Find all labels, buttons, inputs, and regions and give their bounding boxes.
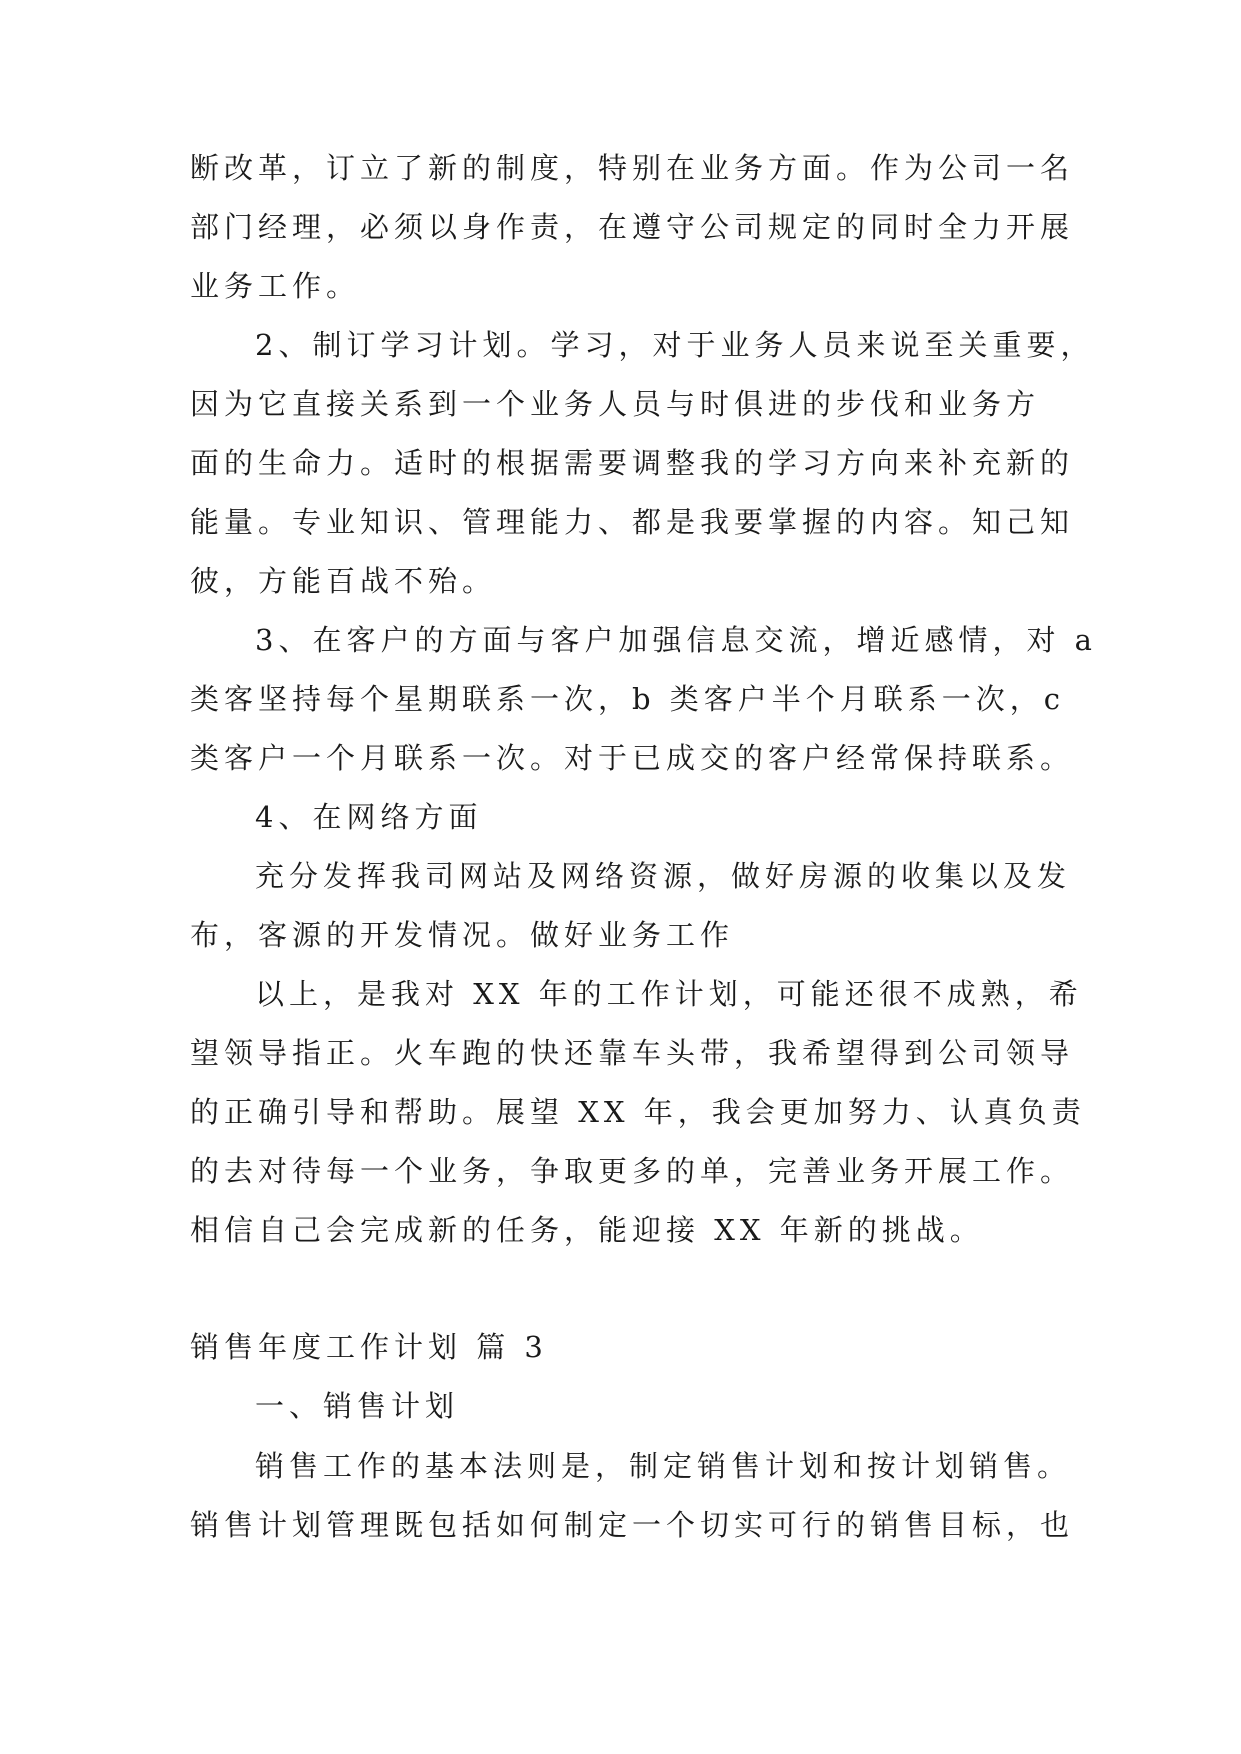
paragraph-line: 能量。专业知识、管理能力、都是我要掌握的内容。知己知 [190,505,1075,539]
paragraph-line: 销售计划管理既包括如何制定一个切实可行的销售目标，也 [190,1508,1075,1542]
paragraph-line: 部门经理，必须以身作责，在遵守公司规定的同时全力开展 [190,210,1075,244]
paragraph-line: 望领导指正。火车跑的快还靠车头带，我希望得到公司领导 [190,1036,1075,1070]
paragraph-line: 3、在客户的方面与客户加强信息交流，增近感情，对 a [255,623,1097,657]
section-heading: 销售年度工作计划 篇 3 [190,1330,548,1364]
paragraph-line: 相信自己会完成新的任务，能迎接 XX 年新的挑战。 [190,1213,984,1247]
paragraph-line: 业务工作。 [190,269,361,303]
paragraph-line: 的去对待每一个业务，争取更多的单，完善业务开展工作。 [190,1154,1075,1188]
paragraph-line: 类客户一个月联系一次。对于已成交的客户经常保持联系。 [190,741,1075,775]
paragraph-line: 2、制订学习计划。学习，对于业务人员来说至关重要， [255,328,1095,362]
paragraph-line: 因为它直接关系到一个业务人员与时俱进的步伐和业务方 [190,387,1041,421]
paragraph-line: 断改革，订立了新的制度，特别在业务方面。作为公司一名 [190,151,1075,185]
paragraph-line: 以上，是我对 XX 年的工作计划，可能还很不成熟，希 [255,977,1083,1011]
paragraph-line: 充分发挥我司网站及网络资源，做好房源的收集以及发 [255,859,1072,893]
subsection-heading: 一、销售计划 [255,1389,460,1423]
paragraph-line: 4、在网络方面 [255,800,483,834]
paragraph-line: 彼，方能百战不殆。 [190,564,497,598]
paragraph-line: 的正确引导和帮助。展望 XX 年，我会更加努力、认真负责 [190,1095,1086,1129]
paragraph-line: 面的生命力。适时的根据需要调整我的学习方向来补充新的 [190,446,1075,480]
paragraph-line: 类客坚持每个星期联系一次，b 类客户半个月联系一次，c [190,682,1066,716]
paragraph-line: 销售工作的基本法则是，制定销售计划和按计划销售。 [255,1449,1072,1483]
paragraph-line: 布，客源的开发情况。做好业务工作 [190,918,735,952]
